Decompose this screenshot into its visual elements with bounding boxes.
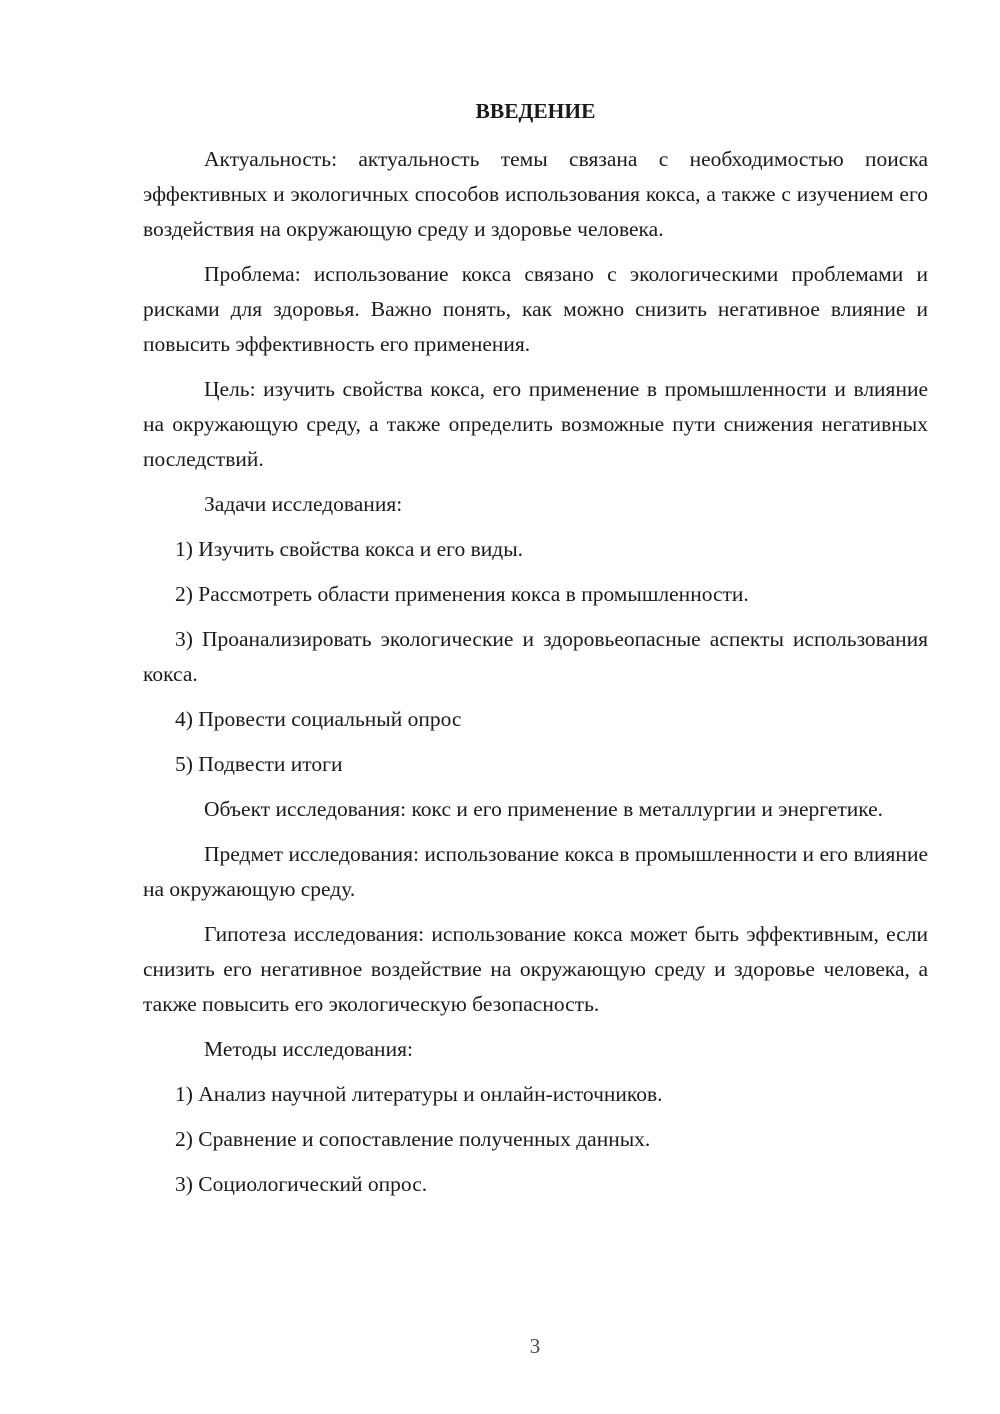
task-item: 2) Рассмотреть области применения кокса в промышленности.: [175, 582, 749, 606]
goal-paragraph: Цель: изучить свойства кокса, его применение в промышленности и влияние на окружающую среду, а также определить возможные пути снижения негативных последствий.: [143, 377, 928, 471]
method-item: 2) Сравнение и сопоставление полученных данных.: [175, 1127, 651, 1151]
method-item: 3) Социологический опрос.: [175, 1172, 428, 1196]
page-title: ВВЕДЕНИЕ: [475, 99, 596, 123]
subject-paragraph: Предмет исследования: использование кокса в промышленности и его влияние на окружающую среду.: [143, 842, 928, 901]
problem-paragraph: Проблема: использование кокса связано с экологическими проблемами и рисками для здоровья. Важно понять, как можно снизить негативное влияние и повысить эффективность его применения.: [143, 262, 928, 356]
task-item: 1) Изучить свойства кокса и его виды.: [175, 537, 524, 561]
task-item: 5) Подвести итоги: [175, 752, 343, 776]
method-item: 1) Анализ научной литературы и онлайн-источников.: [175, 1082, 663, 1106]
page-number: 3: [529, 1334, 541, 1358]
document-page: [143, 96, 928, 1212]
relevance-paragraph: Актуальность: актуальность темы связана с необходимостью поиска эффективных и экологичных способов использования кокса, а также с изучением его воздействия на окружающую среду и здоровье человека.: [143, 147, 928, 241]
hypothesis-paragraph: Гипотеза исследования: использование кокса может быть эффективным, если снизить его негативное воздействие на окружающую среду и здоровье человека, а также повысить его экологическую безопасность.: [143, 922, 928, 1016]
tasks-heading: Задачи исследования:: [204, 492, 403, 516]
task-item: 3) Проанализировать экологические и здоровьеопасные аспекты использования кокса.: [143, 627, 928, 686]
object-paragraph: Объект исследования: кокс и его применение в металлургии и энергетике.: [204, 797, 884, 821]
methods-heading: Методы исследования:: [204, 1037, 413, 1061]
task-item: 4) Провести социальный опрос: [175, 707, 462, 731]
